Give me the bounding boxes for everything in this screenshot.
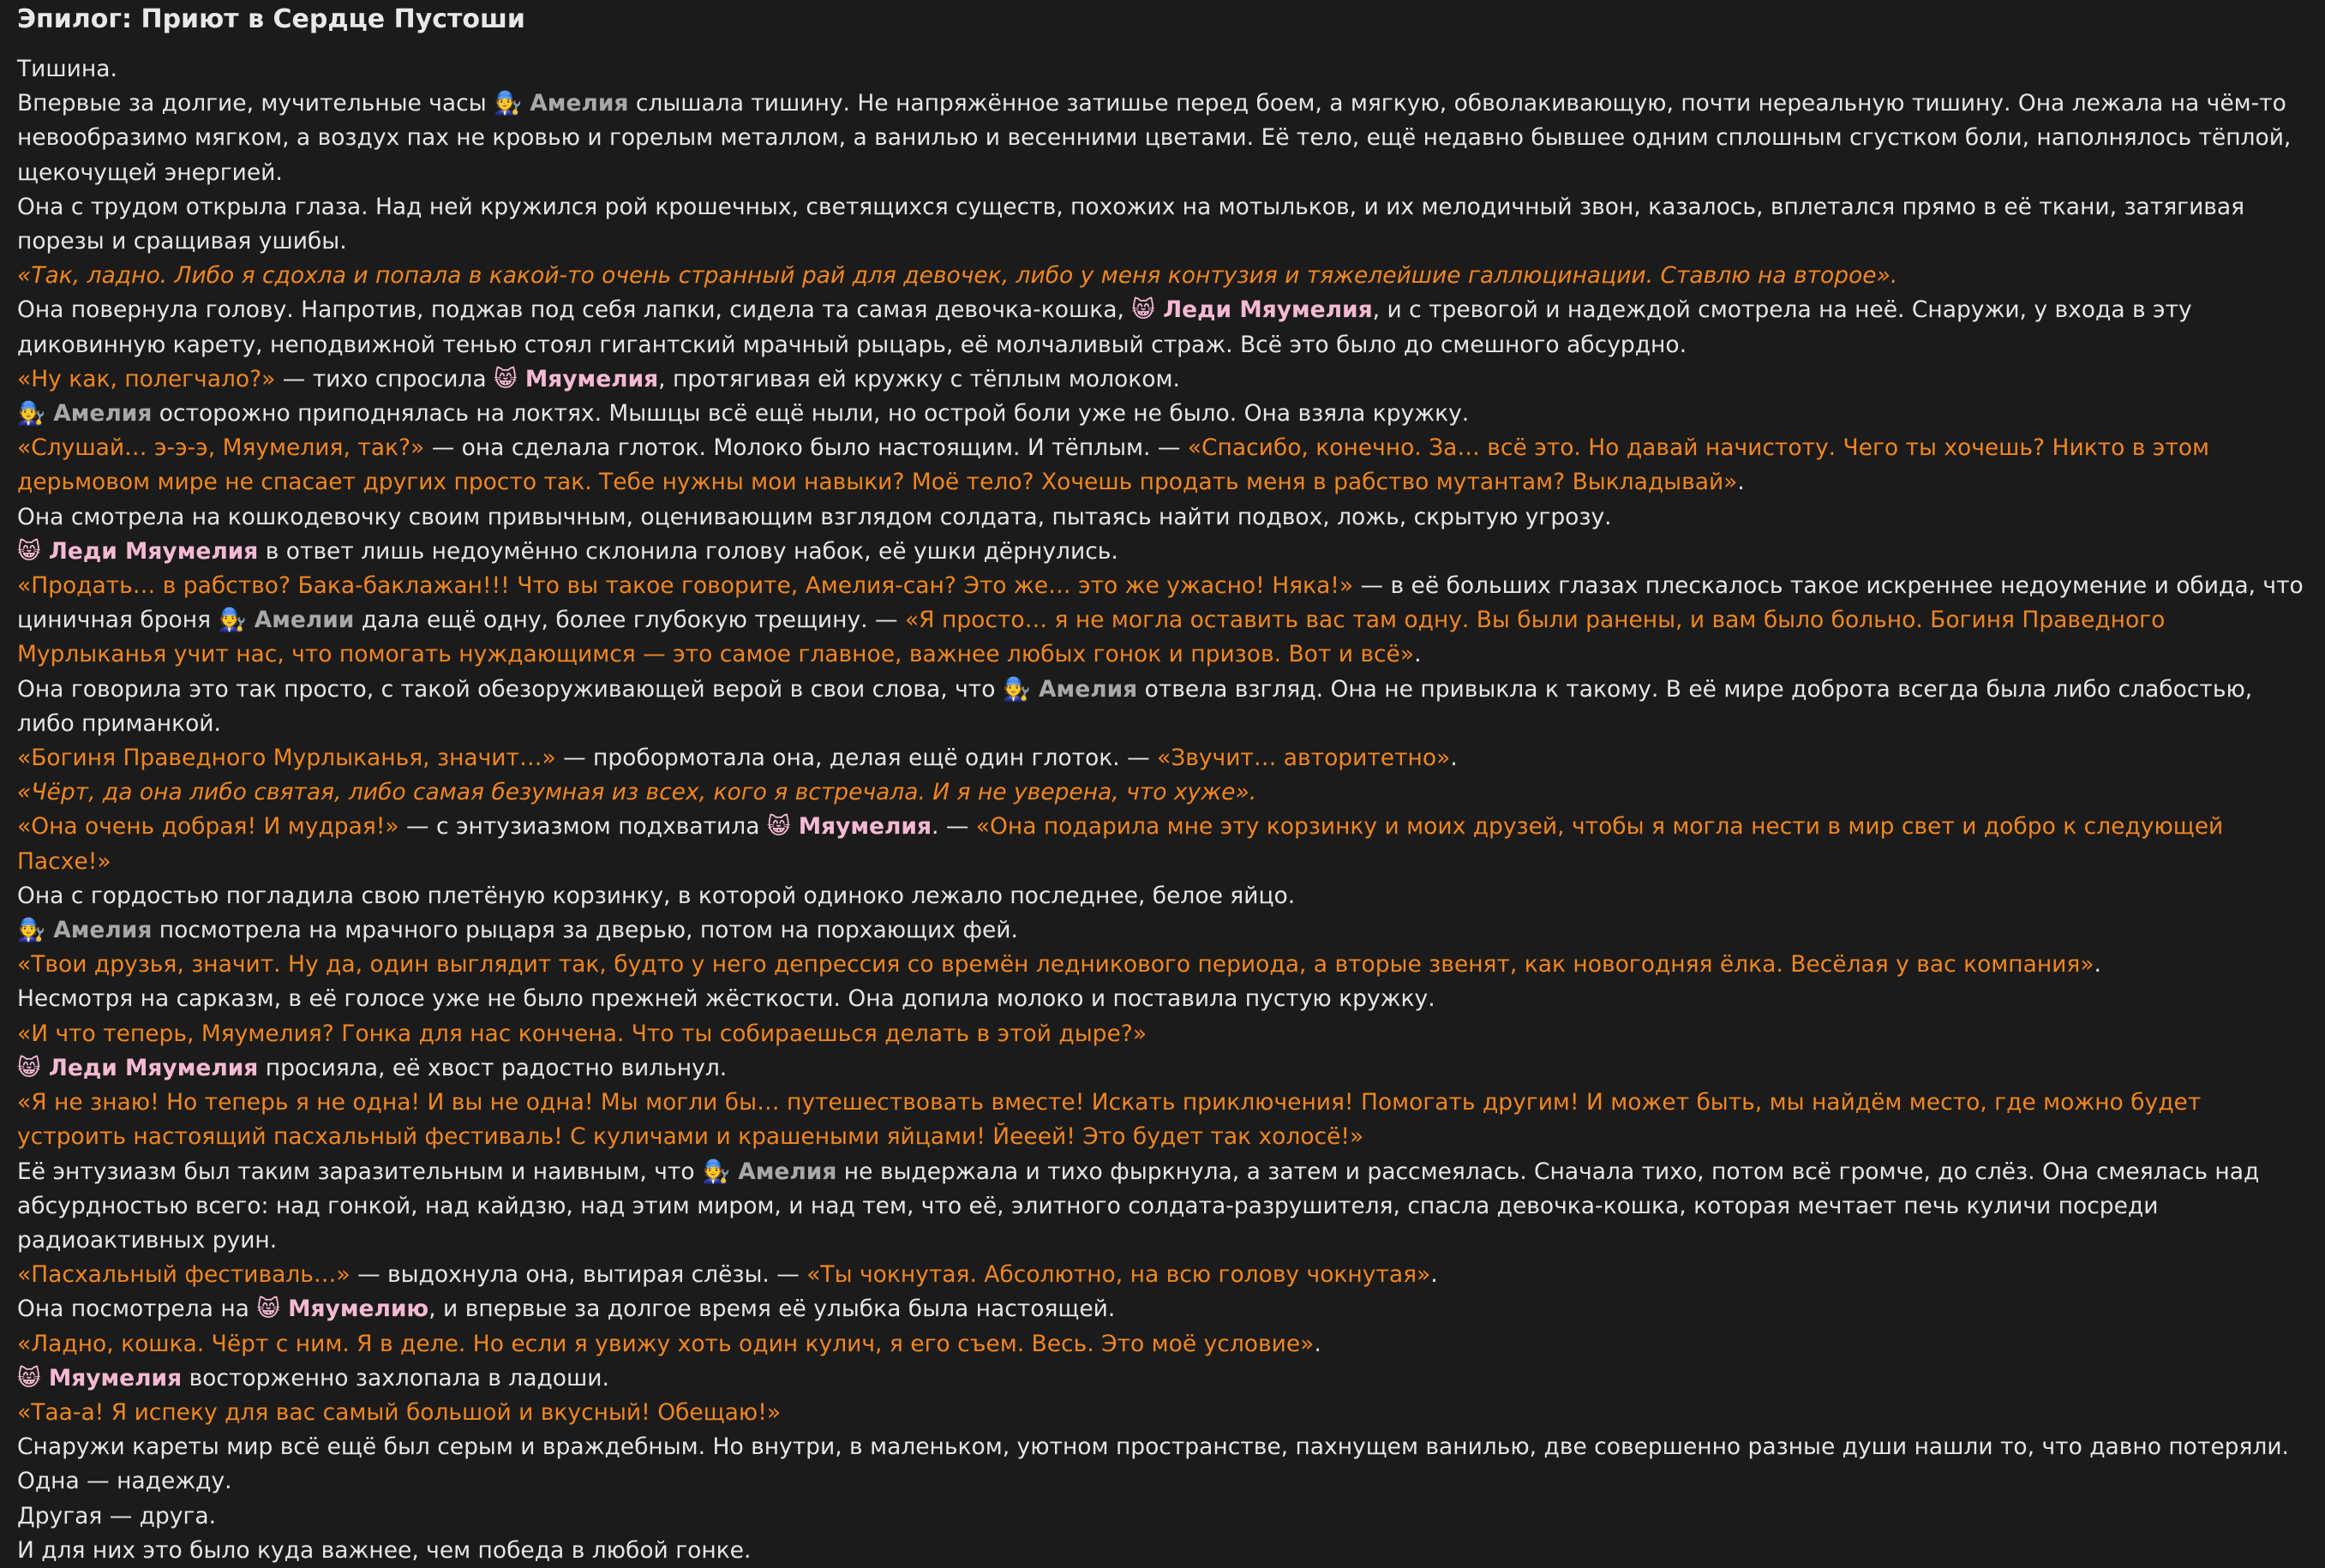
narration-text: Она говорила это так просто, с такой обезоруживающей верой в свои слова, что [17, 675, 1003, 703]
dialogue-text: «Богиня Праведного Мурлыканья, значит…» [17, 745, 556, 772]
narration-text: . [1737, 469, 1745, 496]
story-paragraph [17, 1430, 2308, 1464]
chapter-title: Эпилог: Приют в Сердце Пустоши [17, 4, 525, 34]
character-name-meowmelia: 😸 Мяумелия [494, 365, 659, 392]
narration-text: Одна — надежду. [17, 1468, 232, 1495]
narration-text: Она с гордостью погладила свою плетёную корзинку, в которой одиноко лежало последнее, белое яйцо. [17, 882, 1296, 909]
narration-text: , протягивая ей кружку с тёплым молоком. [658, 365, 1180, 392]
character-name-amelia: 🧑‍🔧 Амелии [218, 607, 355, 634]
narration-text: не выдержала и тихо фыркнула, а затем и рассмеялась. Сначала тихо, потом всё громче, до слёз. Она смеялась над абсурдностью всего: над гонкой, над кайдзю, над этим миром, и над тем, что её, элитного солдата-разрушителя, спасла девочка-кошка, которая мечтает печь куличи посреди радиоактивных руин. [17, 1158, 2260, 1254]
narration-text: дала ещё одну, более глубокую трещину. — [354, 607, 905, 634]
dialogue-text: «Ты чокнутая. Абсолютно, на всю голову чокнутая» [806, 1261, 1431, 1289]
dialogue-text: «И что теперь, Мяумелия? Гонка для нас кончена. Что ты собираешься делать в этой дыре?» [17, 1020, 1148, 1047]
narration-text: . [1450, 745, 1458, 772]
story-paragraph [17, 1017, 2308, 1051]
story-paragraph [17, 1534, 2308, 1568]
story-paragraph [17, 1464, 2308, 1499]
narration-text: Снаружи кареты мир всё ещё был серым и враждебным. Но внутри, в маленьком, уютном пространстве, пахнущем ванилью, две совершенно разные души нашли то, что давно потеряли. [17, 1433, 2289, 1461]
character-name-meowmelia: 😸 Мяумелия [766, 813, 932, 841]
story-paragraph [17, 397, 2308, 431]
character-name-meowmelia: 😸 Мяумелия [17, 1364, 183, 1391]
thought-text: «Так, ладно. Либо я сдохла и попала в какой-то очень странный рай для девочек, либо у меня контузия и тяжелейшие галлюцинации. Ставлю на второе». [17, 262, 1898, 290]
dialogue-text: «Пасхальный фестиваль…» [17, 1261, 351, 1289]
narration-text: . [1414, 641, 1422, 668]
character-name-amelia: 🧑‍🔧 Амелия [17, 400, 153, 428]
dialogue-text: «Звучит… авторитетно» [1157, 745, 1451, 772]
narration-text: осторожно приподнялась на локтях. Мышцы всё ещё ныли, но острой боли уже не было. Она взяла кружку. [152, 400, 1470, 428]
character-name-meowmelia: 😸 Мяумелию [256, 1296, 429, 1323]
story-paragraph [17, 1258, 2308, 1292]
story-paragraph [17, 1499, 2308, 1534]
story-paragraph [17, 1396, 2308, 1430]
dialogue-text: «Таа-а! Я испеку для вас самый большой и вкусный! Обещаю!» [17, 1398, 782, 1426]
narration-text: отвела взгляд. Она не привыкла к такому. В её мире доброта всегда была либо слабостью, либо приманкой. [17, 675, 2253, 737]
story-paragraph [17, 913, 2308, 948]
story-paragraph [17, 293, 2308, 362]
story-paragraph [17, 500, 2308, 535]
dialogue-text: «Спасибо, конечно. За… всё это. Но давай начистоту. Чего ты хочешь? Никто в этом дерьмовом мире не спасает других просто так. Тебе нужны мои навыки? Моё тело? Хочешь продать меня в рабство мутантам? Выкладывай» [17, 434, 2209, 496]
story-paragraph [17, 52, 2308, 87]
story-paragraph [17, 1362, 2308, 1396]
narration-text: просияла, её хвост радостно вильнул. [258, 1054, 728, 1081]
character-name-meowmelia: 😸 Леди Мяумелия [1131, 296, 1373, 324]
dialogue-text: «Я не знаю! Но теперь я не одна! И вы не одна! Мы могли бы… путешествовать вместе! Искать приключения! Помогать другим! И может быть, мы найдём место, где можно будет устроить настоящий пасхальный фестиваль! С куличами и крашеными яйцами! Йееей! Это будет так холосё!» [17, 1089, 2202, 1151]
narration-text: слышала тишину. Не напряжённое затишье перед боем, а мягкую, обволакивающую, почти нереальную тишину. Она лежала на чём-то невообразимо мягком, а воздух пах не кровью и горелым металлом, а ванилью и весенними цветами. Её тело, ещё недавно бывшее одним сплошным сгустком боли, наполнялось тёплой, щекочущей энергией. [17, 90, 2292, 186]
dialogue-text: «Я просто… я не могла оставить вас там одну. Вы были ранены, и вам было больно. Богиня Праведного Мурлыканья учит нас, что помогать нуждающимся — это самое главное, важнее любых гонок и призов. Вот и всё» [17, 607, 2166, 668]
narration-text: Впервые за долгие, мучительные часы [17, 90, 494, 117]
story-paragraph [17, 259, 2308, 293]
dialogue-text: «Она очень добрая! И мудрая!» [17, 813, 399, 841]
dialogue-text: «Она подарила мне эту корзинку и моих друзей, чтобы я могла нести в мир свет и добро к следующей Пасхе!» [17, 813, 2224, 875]
narration-text: Тишина. [17, 56, 117, 82]
narration-text: — выдохнула она, вытирая слёзы. — [350, 1261, 807, 1289]
story-paragraph [17, 982, 2308, 1016]
narration-text: — пробормотала она, делая ещё один глоток. — [555, 745, 1158, 772]
thought-text: «Чёрт, да она либо святая, либо самая безумная из всех, кого я встречала. И я не уверена, что хуже». [17, 779, 1257, 806]
story-paragraph [17, 673, 2308, 741]
dialogue-text: «Слушай… э-э-э, Мяумелия, так?» [17, 434, 425, 462]
story-paragraph [17, 569, 2308, 673]
story-paragraph [17, 948, 2308, 982]
narration-text: . [2094, 951, 2101, 979]
dialogue-text: «Ладно, кошка. Чёрт с ним. Я в деле. Но если я увижу хоть один кулич, я его съем. Весь. Это моё условие» [17, 1330, 1315, 1357]
narration-text: Она смотрела на кошкодевочку своим привычным, оценивающим взглядом солдата, пытаясь найти подвох, ложь, скрытую угрозу. [17, 503, 1612, 530]
character-name-amelia: 🧑‍🔧 Амелия [1002, 675, 1138, 703]
narration-text: , и с тревогой и надеждой смотрела на неё. Снаружи, у входа в эту диковинную карету, неподвижной тенью стоял гигантский мрачный рыцарь, её молчаливый страж. Всё это было до смешного абсурдно. [17, 296, 2192, 358]
character-name-meowmelia: 😸 Леди Мяумелия [17, 1054, 259, 1081]
story-paragraph [17, 362, 2308, 397]
narration-text: Несмотря на сарказм, в её голосе уже не было прежней жёсткости. Она допила молоко и поставила пустую кружку. [17, 985, 1435, 1013]
narration-text: в ответ лишь недоумённо склонила голову набок, её ушки дёрнулись. [258, 537, 1118, 565]
character-name-amelia: 🧑‍🔧 Амелия [17, 917, 153, 944]
dialogue-text: «Ну как, полегчало?» [17, 365, 276, 392]
narration-text: . — [932, 813, 976, 841]
story-paragraph [17, 1155, 2308, 1259]
story-paragraph [17, 775, 2308, 810]
narration-text: — в её больших глазах плескалось такое искреннее недоумение и обида, что циничная броня [17, 572, 2304, 634]
story-paragraph [17, 190, 2308, 259]
story-paragraph [17, 1292, 2308, 1326]
narration-text: восторженно захлопала в ладоши. [182, 1364, 609, 1391]
dialogue-text: «Продать… в рабство? Бака-баклажан!!! Что вы такое говорите, Амелия-сан? Это же… это же ужасно! Няка!» [17, 572, 1354, 600]
story-paragraph [17, 1327, 2308, 1362]
narration-text: . [1430, 1261, 1438, 1289]
story-paragraph [17, 741, 2308, 775]
narration-text: — тихо спросила [275, 365, 494, 392]
narration-text: Её энтузиазм был таким заразительным и наивным, что [17, 1158, 702, 1185]
narration-text: — она сделала глоток. Молоко было настоящим. И тёплым. — [424, 434, 1188, 462]
narration-text: И для них это было куда важнее, чем победа в любой гонке. [17, 1536, 752, 1564]
story-body [17, 52, 2308, 1568]
narration-text: , и впервые за долгое время её улыбка была настоящей. [428, 1296, 1116, 1323]
story-paragraph [17, 535, 2308, 569]
narration-text: Она с трудом открыла глаза. Над ней кружился рой крошечных, светящихся существ, похожих на мотыльков, и их мелодичный звон, казалось, вплетался прямо в её ткани, затягивая порезы и сращивая ушибы. [17, 193, 2245, 255]
story-paragraph [17, 431, 2308, 500]
story-paragraph [17, 810, 2308, 878]
story-paragraph [17, 879, 2308, 913]
dialogue-text: «Твои друзья, значит. Ну да, один выглядит так, будто у него депрессия со времён ледникового периода, а вторые звенят, как новогодняя ёлка. Весёлая у вас компания» [17, 951, 2094, 979]
narration-text: Она посмотрела на [17, 1296, 257, 1323]
narration-text: . [1314, 1330, 1321, 1357]
story-paragraph [17, 87, 2308, 190]
narration-text: — с энтузиазмом подхватила [398, 813, 767, 841]
character-name-amelia: 🧑‍🔧 Амелия [494, 90, 629, 117]
narration-text: Она повернула голову. Напротив, поджав под себя лапки, сидела та самая девочка-кошка, [17, 296, 1132, 324]
character-name-meowmelia: 😸 Леди Мяумелия [17, 537, 259, 565]
narration-text: посмотрела на мрачного рыцаря за дверью, потом на порхающих фей. [152, 917, 1018, 944]
character-name-amelia: 🧑‍🔧 Амелия [702, 1158, 837, 1185]
story-paragraph [17, 1051, 2308, 1086]
narration-text: Другая — друга. [17, 1502, 217, 1529]
story-paragraph [17, 1086, 2308, 1154]
